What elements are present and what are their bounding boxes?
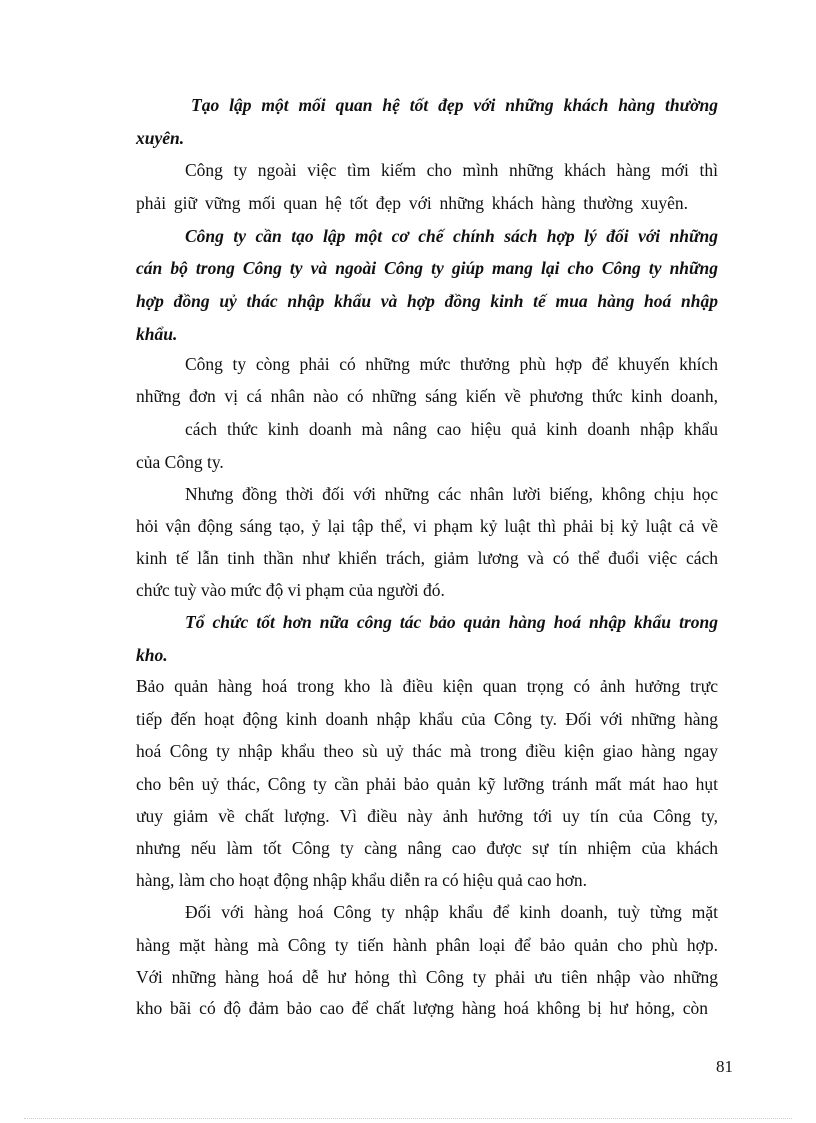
paragraph-line: hỏi vận động sáng tạo, ỷ lại tập thể, vi phạm kỷ luật thì phải bị kỷ luật cả về: [136, 516, 718, 536]
paragraph-line: cách thức kinh doanh mà nâng cao hiệu quả kinh doanh nhập khẩu: [185, 419, 718, 439]
paragraph-line: hàng mặt hàng mà Công ty tiến hành phân loại để bảo quản cho phù hợp.: [136, 935, 718, 955]
section-heading: Công ty cần tạo lập một cơ chế chính sách hợp lý đối với những: [185, 226, 718, 246]
paragraph-line: nhưng nếu làm tốt Công ty càng nâng cao được sự tín nhiệm của khách: [136, 838, 718, 858]
paragraph-line: Nhưng đồng thời đối với những các nhân lười biếng, không chịu học: [185, 484, 718, 504]
section-heading: Tạo lập một mối quan hệ tốt đẹp với những khách hàng thường: [191, 95, 718, 115]
paragraph-line: Đối với hàng hoá Công ty nhập khẩu để kinh doanh, tuỳ từng mặt: [185, 902, 718, 922]
paragraph-line: Bảo quản hàng hoá trong kho là điều kiện quan trọng có ảnh hưởng trực: [136, 676, 718, 696]
section-heading: cán bộ trong Công ty và ngoài Công ty giúp mang lại cho Công ty những: [136, 258, 718, 278]
paragraph-line: cho bên uỷ thác, Công ty cần phải bảo quản kỹ lưỡng tránh mất mát hao hụt: [136, 774, 718, 794]
paragraph-line: những đơn vị cá nhân nào có những sáng kiến về phương thức kinh doanh,: [136, 386, 718, 406]
paragraph-line: Công ty ngoài việc tìm kiếm cho mình những khách hàng mới thì: [185, 160, 718, 180]
paragraph-line: hàng, làm cho hoạt động nhập khẩu diễn ra có hiệu quả cao hơn.: [136, 870, 587, 890]
paragraph-line: của Công ty.: [136, 452, 224, 472]
bottom-divider: [24, 1118, 792, 1119]
section-heading: kho.: [136, 645, 168, 665]
section-heading: xuyên.: [136, 128, 185, 148]
paragraph-line: tiếp đến hoạt động kinh doanh nhập khẩu của Công ty. Đối với những hàng: [136, 709, 718, 729]
paragraph-line: hoá Công ty nhập khẩu theo sù uỷ thác mà trong điều kiện giao hàng ngay: [136, 741, 718, 761]
paragraph-line: kho bãi có độ đảm bảo cao để chất lượng hàng hoá không bị hư hỏng, còn: [136, 998, 708, 1018]
paragraph-line: Công ty còng phải có những mức thưởng phù hợp để khuyến khích: [185, 354, 718, 374]
paragraph-line: kinh tế lẫn tinh thần như khiển trách, giảm lương và có thể đuổi việc cách: [136, 548, 718, 568]
paragraph-line: chức tuỳ vào mức độ vi phạm của người đó.: [136, 580, 445, 600]
paragraph-line: phải giữ vững mối quan hệ tốt đẹp với những khách hàng thường xuyên.: [136, 193, 688, 213]
section-heading: Tổ chức tốt hơn nữa công tác bảo quản hàng hoá nhập khẩu trong: [185, 612, 718, 632]
section-heading: hợp đồng uỷ thác nhập khẩu và hợp đồng kinh tế mua hàng hoá nhập: [136, 291, 718, 311]
page-number: 81: [716, 1057, 733, 1076]
paragraph-line: Với những hàng hoá dễ hư hỏng thì Công ty phải ưu tiên nhập vào những: [136, 967, 718, 987]
paragraph-line: ưuy giảm về chất lượng. Vì điều này ảnh hưởng tới uy tín của Công ty,: [136, 806, 718, 826]
section-heading: khẩu.: [136, 324, 178, 344]
